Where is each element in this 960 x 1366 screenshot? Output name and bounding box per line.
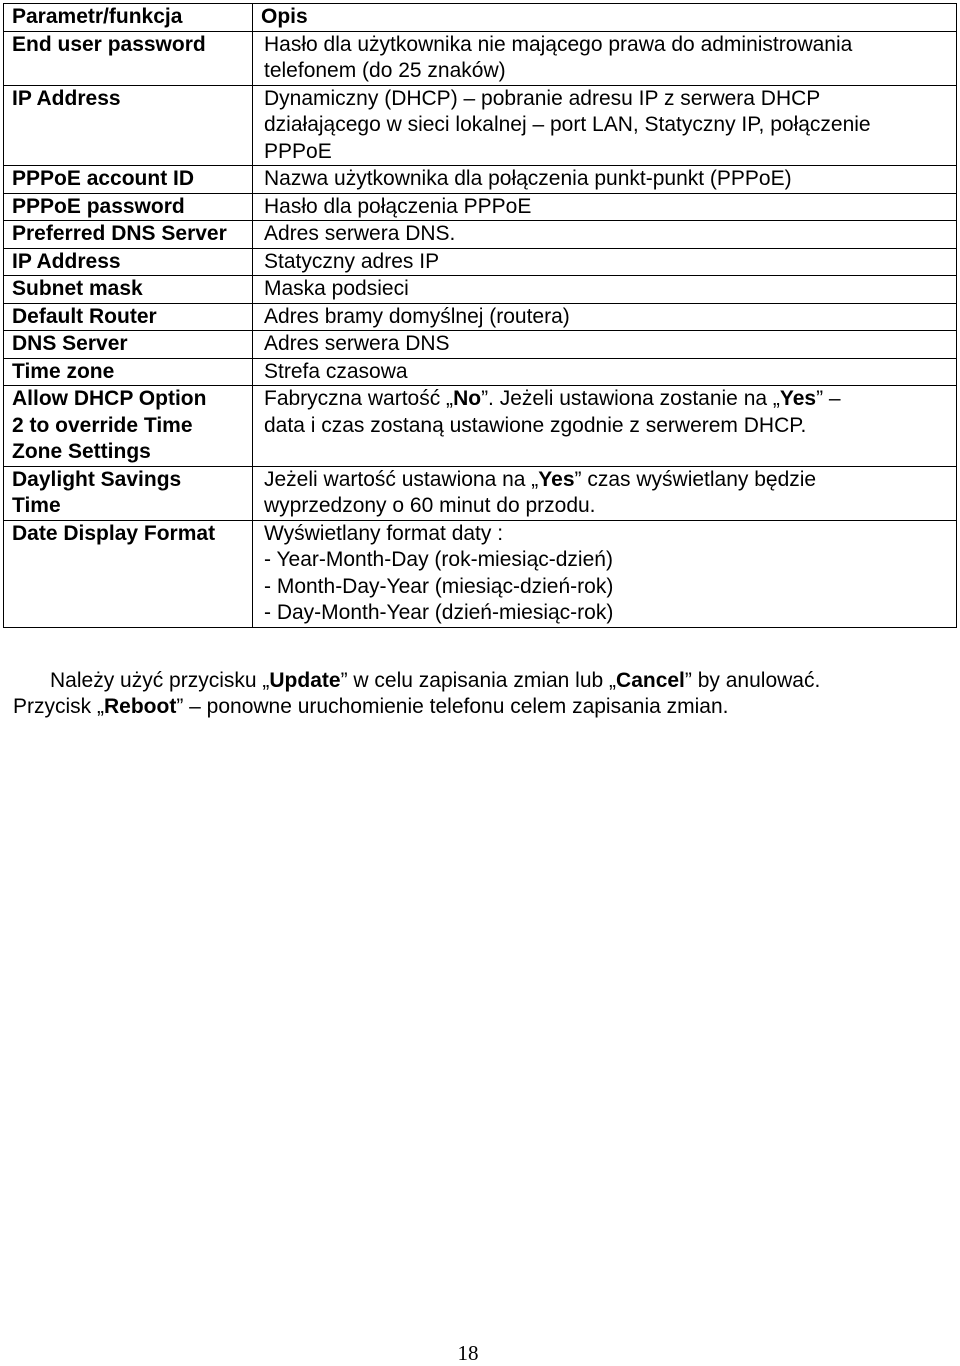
footer-text-fragment: ” – ponowne uruchomienie telefonu celem zapisania zmian. <box>176 695 729 718</box>
desc-line: Statyczny adres IP <box>264 249 440 273</box>
desc-line <box>264 386 950 413</box>
header-desc: Opis <box>253 4 957 32</box>
param-line: Allow DHCP Option <box>12 387 207 410</box>
desc-line: Adres serwera DNS <box>264 332 450 355</box>
desc-line: - Month-Day-Year (miesiąc-dzień-rok) <box>264 574 614 598</box>
desc-text: Fabryczna wartość „ <box>264 387 454 410</box>
desc-cell <box>253 31 957 85</box>
default-value-no: No <box>453 387 482 410</box>
desc-cell <box>253 221 957 249</box>
table-row <box>4 358 957 386</box>
desc-line: - Day-Month-Year (dzień-miesiąc-rok) <box>264 601 614 624</box>
desc-cell <box>253 331 957 359</box>
table-row <box>4 331 957 359</box>
desc-cell <box>253 85 957 166</box>
table-row <box>4 166 957 194</box>
reboot-button-label: Reboot <box>104 695 177 718</box>
table-row <box>4 31 957 85</box>
desc-line: telefonem (do 25 znaków) <box>264 59 506 82</box>
desc-cell <box>253 386 957 467</box>
update-button-label: Update <box>269 669 341 692</box>
desc-line: Strefa czasowa <box>264 359 408 383</box>
desc-line: Hasło dla połączenia PPPoE <box>264 194 532 218</box>
value-yes: Yes <box>779 387 817 410</box>
param-cell <box>4 466 253 520</box>
desc-cell <box>253 248 957 276</box>
header-param: Parametr/funkcja <box>4 4 253 32</box>
footer-text <box>13 668 933 720</box>
param-cell <box>4 386 253 467</box>
param-line: Time <box>12 494 61 517</box>
desc-cell <box>253 466 957 520</box>
desc-line: Wyświetlany format daty : <box>264 521 504 545</box>
desc-line: Hasło dla użytkownika nie mającego prawa do administrowania <box>264 32 853 56</box>
table-row-date-format <box>4 520 957 627</box>
param-cell: PPPoE password <box>4 193 253 221</box>
param-line: Daylight Savings <box>12 467 182 491</box>
param-cell: Preferred DNS Server <box>4 221 253 249</box>
table-row-daylight <box>4 466 957 520</box>
desc-line: PPPoE <box>264 139 332 163</box>
param-cell: IP Address <box>4 85 253 166</box>
param-cell: End user password <box>4 31 253 85</box>
param-cell: DNS Server <box>4 331 253 359</box>
value-yes: Yes <box>538 467 575 491</box>
footer-paragraph-update <box>13 668 933 694</box>
param-line: Zone Settings <box>12 440 151 463</box>
param-cell: IP Address <box>4 248 253 276</box>
footer-paragraph-reboot <box>13 694 933 720</box>
desc-cell <box>253 276 957 304</box>
desc-cell <box>253 166 957 194</box>
table-row <box>4 85 957 166</box>
param-line: 2 to override Time <box>12 413 193 437</box>
desc-line: Dynamiczny (DHCP) – pobranie adresu IP z serwera DHCP <box>264 86 821 110</box>
cancel-button-label: Cancel <box>616 669 685 692</box>
param-cell: Default Router <box>4 303 253 331</box>
page-number: 18 <box>457 1341 479 1365</box>
param-cell: PPPoE account ID <box>4 166 253 194</box>
param-cell: Date Display Format <box>4 520 253 627</box>
footer-text-fragment: Należy użyć przycisku „ <box>50 669 270 692</box>
desc-cell <box>253 193 957 221</box>
desc-line: działającego w sieci lokalnej – port LAN, Statyczny IP, połączenie <box>264 113 871 136</box>
param-cell: Time zone <box>4 358 253 386</box>
desc-line <box>264 467 950 494</box>
desc-text: ” czas wyświetlany będzie <box>574 467 817 491</box>
desc-line: Adres bramy domyślnej (routera) <box>264 304 570 328</box>
table-row <box>4 193 957 221</box>
desc-line: Maska podsieci <box>264 277 409 300</box>
desc-text: Jeżeli wartość ustawiona na „ <box>264 467 539 491</box>
desc-cell <box>253 303 957 331</box>
parameters-table <box>3 3 957 628</box>
desc-cell <box>253 520 957 627</box>
footer-text-fragment: Przycisk „ <box>13 695 104 718</box>
desc-text: ” – <box>816 387 841 410</box>
footer-text-fragment: ” by anulować. <box>684 669 821 692</box>
table-row <box>4 276 957 304</box>
param-cell: Subnet mask <box>4 276 253 304</box>
desc-line: data i czas zostaną ustawione zgodnie z serwerem DHCP. <box>264 413 807 437</box>
table-row-dhcp <box>4 386 957 467</box>
desc-cell <box>253 358 957 386</box>
table-header-row <box>4 4 957 32</box>
table-row <box>4 248 957 276</box>
desc-text: ”. Jeżeli ustawiona zostanie na „ <box>481 387 780 410</box>
desc-line: wyprzedzony o 60 minut do przodu. <box>264 494 596 517</box>
desc-line: Adres serwera DNS. <box>264 222 456 245</box>
footer-text-fragment: ” w celu zapisania zmian lub „ <box>340 669 617 692</box>
desc-line: - Year-Month-Day (rok-miesiąc-dzień) <box>264 548 613 571</box>
table-row <box>4 221 957 249</box>
table-row <box>4 303 957 331</box>
desc-line: Nazwa użytkownika dla połączenia punkt-punkt (PPPoE) <box>264 167 792 190</box>
